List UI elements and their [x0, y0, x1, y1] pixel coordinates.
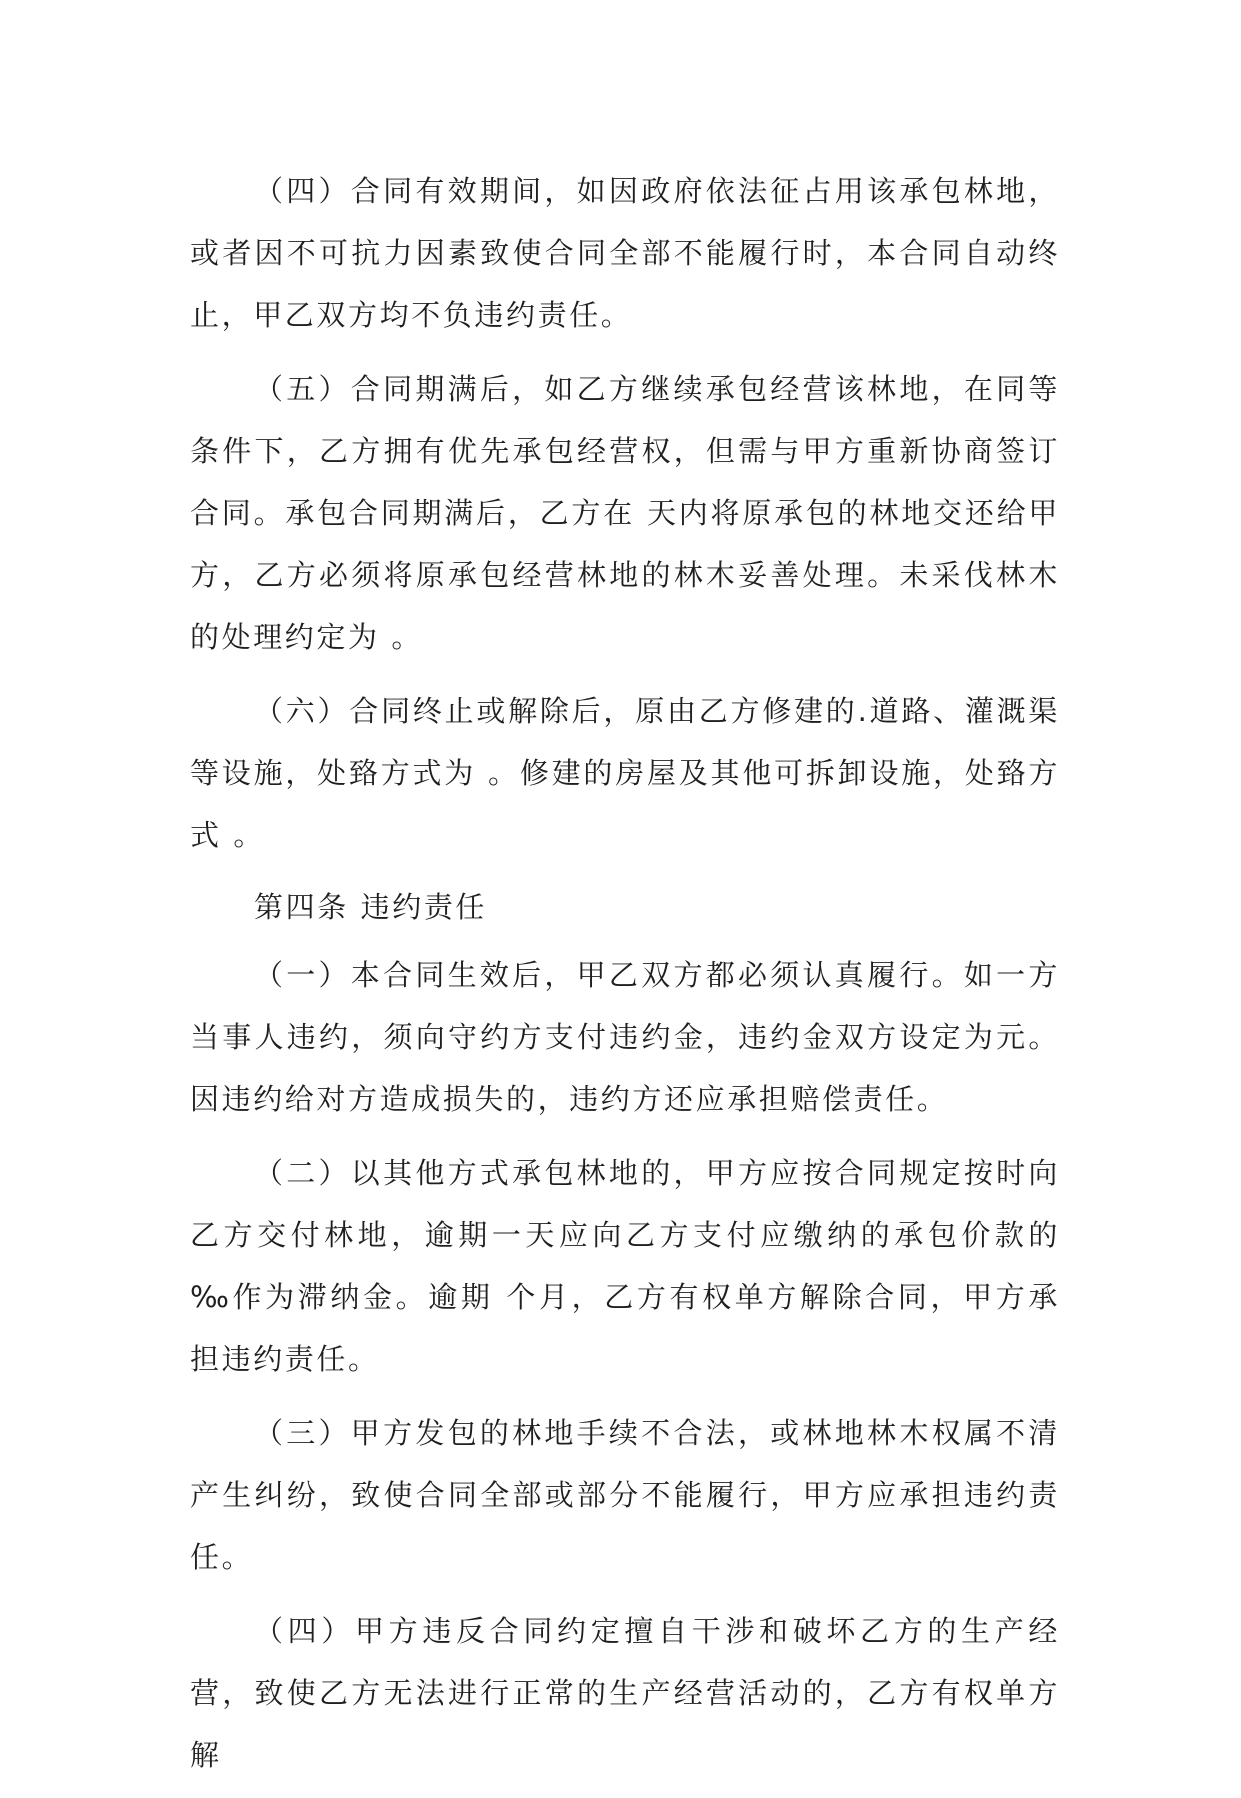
section-heading: 第四条 违约责任: [254, 890, 488, 924]
liability-paragraph-3: （三）甲方发包的林地手续不合法，或林地林木权属不清产生纠纷，致使合同全部或部分不能履行，甲方应承担违约责任。: [190, 1416, 1060, 1574]
liability-paragraph-1: （一）本合同生效后，甲乙双方都必须认真履行。如一方当事人违约，须向守约方支付违约金，违约金双方设定为元。因违约给对方造成损失的，违约方还应承担赔偿责任。: [190, 958, 1060, 1116]
liability-paragraph-4: （四）甲方违反合同约定擅自干涉和破坏乙方的生产经营，致使乙方无法进行正常的生产经营活动的，乙方有权单方解: [190, 1614, 1060, 1772]
document-body: [190, 160, 1060, 1798]
liability-paragraph-2: （二）以其他方式承包林地的，甲方应按合同规定按时向乙方交付林地，逾期一天应向乙方支付应缴纳的承包价款的 ‰作为滞纳金。逾期 个月，乙方有权单方解除合同，甲方承担违约责任。: [190, 1156, 1060, 1376]
clause-paragraph-5: （五）合同期满后，如乙方继续承包经营该林地，在同等条件下，乙方拥有优先承包经营权，但需与甲方重新协商签订合同。承包合同期满后，乙方在 天内将原承包的林地交还给甲方，乙方必须将原承包经营林地的林木妥善处理。未采伐林木的处理约定为 。: [190, 372, 1060, 654]
clause-paragraph-4: （四）合同有效期间，如因政府依法征占用该承包林地，或者因不可抗力因素致使合同全部不能履行时，本合同自动终止，甲乙双方均不负违约责任。: [190, 174, 1060, 332]
clause-paragraph-6: （六）合同终止或解除后，原由乙方修建的.道路、灌溉渠等设施，处臵方式为 。修建的房屋及其他可拆卸设施，处臵方式 。: [190, 694, 1060, 852]
